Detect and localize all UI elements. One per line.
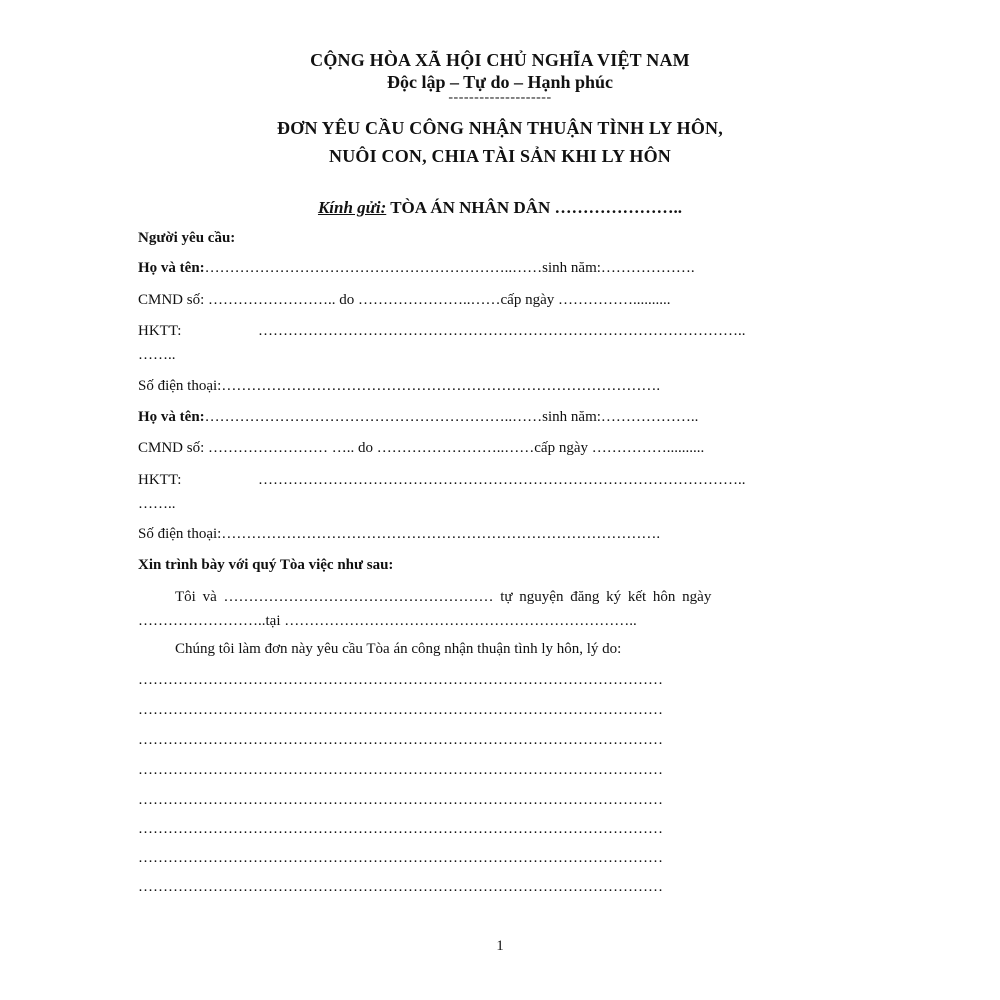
addressee <box>0 198 1000 218</box>
reason-line: …………………………………………………………………………………………… <box>138 821 663 837</box>
addressee-value: TÒA ÁN NHÂN DÂN ………………….. <box>390 198 683 217</box>
person1-hktt-row <box>138 323 746 340</box>
person1-name-row <box>138 260 695 277</box>
person2-name-field: ……………………………………………………..……sinh năm:……………….. <box>204 409 699 425</box>
reason-line: …………………………………………………………………………………………… <box>138 879 663 895</box>
reason-line: …………………………………………………………………………………………… <box>138 732 663 748</box>
person2-id-row: CMND số: …………………… ….. do ……………………..……cấp ngày …………….......... <box>138 440 705 456</box>
person2-hktt-label: HKTT: <box>138 472 182 488</box>
person1-hktt-continuation: …….. <box>138 347 176 363</box>
national-title: CỘNG HÒA XÃ HỘI CHỦ NGHĨA VIỆT NAM <box>310 50 690 70</box>
person1-name-field: ……………………………………………………..……sinh năm:………………. <box>204 260 695 276</box>
reason-line: …………………………………………………………………………………………… <box>138 762 663 778</box>
header-separator: -------------------- <box>448 90 552 105</box>
person2-name-label: Họ và tên: <box>138 409 205 425</box>
reason-line: …………………………………………………………………………………………… <box>138 672 663 688</box>
requester-heading: Người yêu cầu: <box>138 230 236 246</box>
statement-heading: Xin trình bày với quý Tòa việc như sau: <box>138 557 394 573</box>
reason-line: …………………………………………………………………………………………… <box>138 702 663 718</box>
person1-phone-row: Số điện thoại:……………………………………………………………………………. <box>138 378 661 394</box>
person1-hktt-label: HKTT: <box>138 323 182 339</box>
person1-hktt-field: …………………………………………………………………………………….. <box>258 323 746 339</box>
page-number: 1 <box>496 938 504 954</box>
form-title-line2: NUÔI CON, CHIA TÀI SẢN KHI LY HÔN <box>329 146 671 166</box>
addressee-label: Kính gửi: <box>317 198 387 217</box>
reason-intro: Chúng tôi làm đơn này yêu cầu Tòa án công nhận thuận tình ly hôn, lý do: <box>175 641 622 657</box>
person1-name-label: Họ và tên: <box>138 260 205 276</box>
person1-id-row: CMND số: …………………….. do …………………..……cấp ngày …………….......... <box>138 292 671 308</box>
marriage-line-1: Tôi và ……………………………………………… tự nguyện đăng ký kết hôn ngày <box>175 589 712 605</box>
form-title-line1: ĐƠN YÊU CẦU CÔNG NHẬN THUẬN TÌNH LY HÔN, <box>277 118 723 138</box>
person2-hktt-field: …………………………………………………………………………………….. <box>258 472 746 488</box>
reason-line: …………………………………………………………………………………………… <box>138 792 663 808</box>
national-motto: Độc lập – Tự do – Hạnh phúc <box>386 72 614 92</box>
person2-name-row <box>138 409 698 426</box>
reason-line: …………………………………………………………………………………………… <box>138 850 663 866</box>
person2-phone-row: Số điện thoại:……………………………………………………………………………. <box>138 526 661 542</box>
marriage-line-2: ……………………..tại …………………………………………………………….. <box>138 613 637 629</box>
person2-hktt-row <box>138 472 746 489</box>
person2-hktt-continuation: …….. <box>138 496 176 512</box>
